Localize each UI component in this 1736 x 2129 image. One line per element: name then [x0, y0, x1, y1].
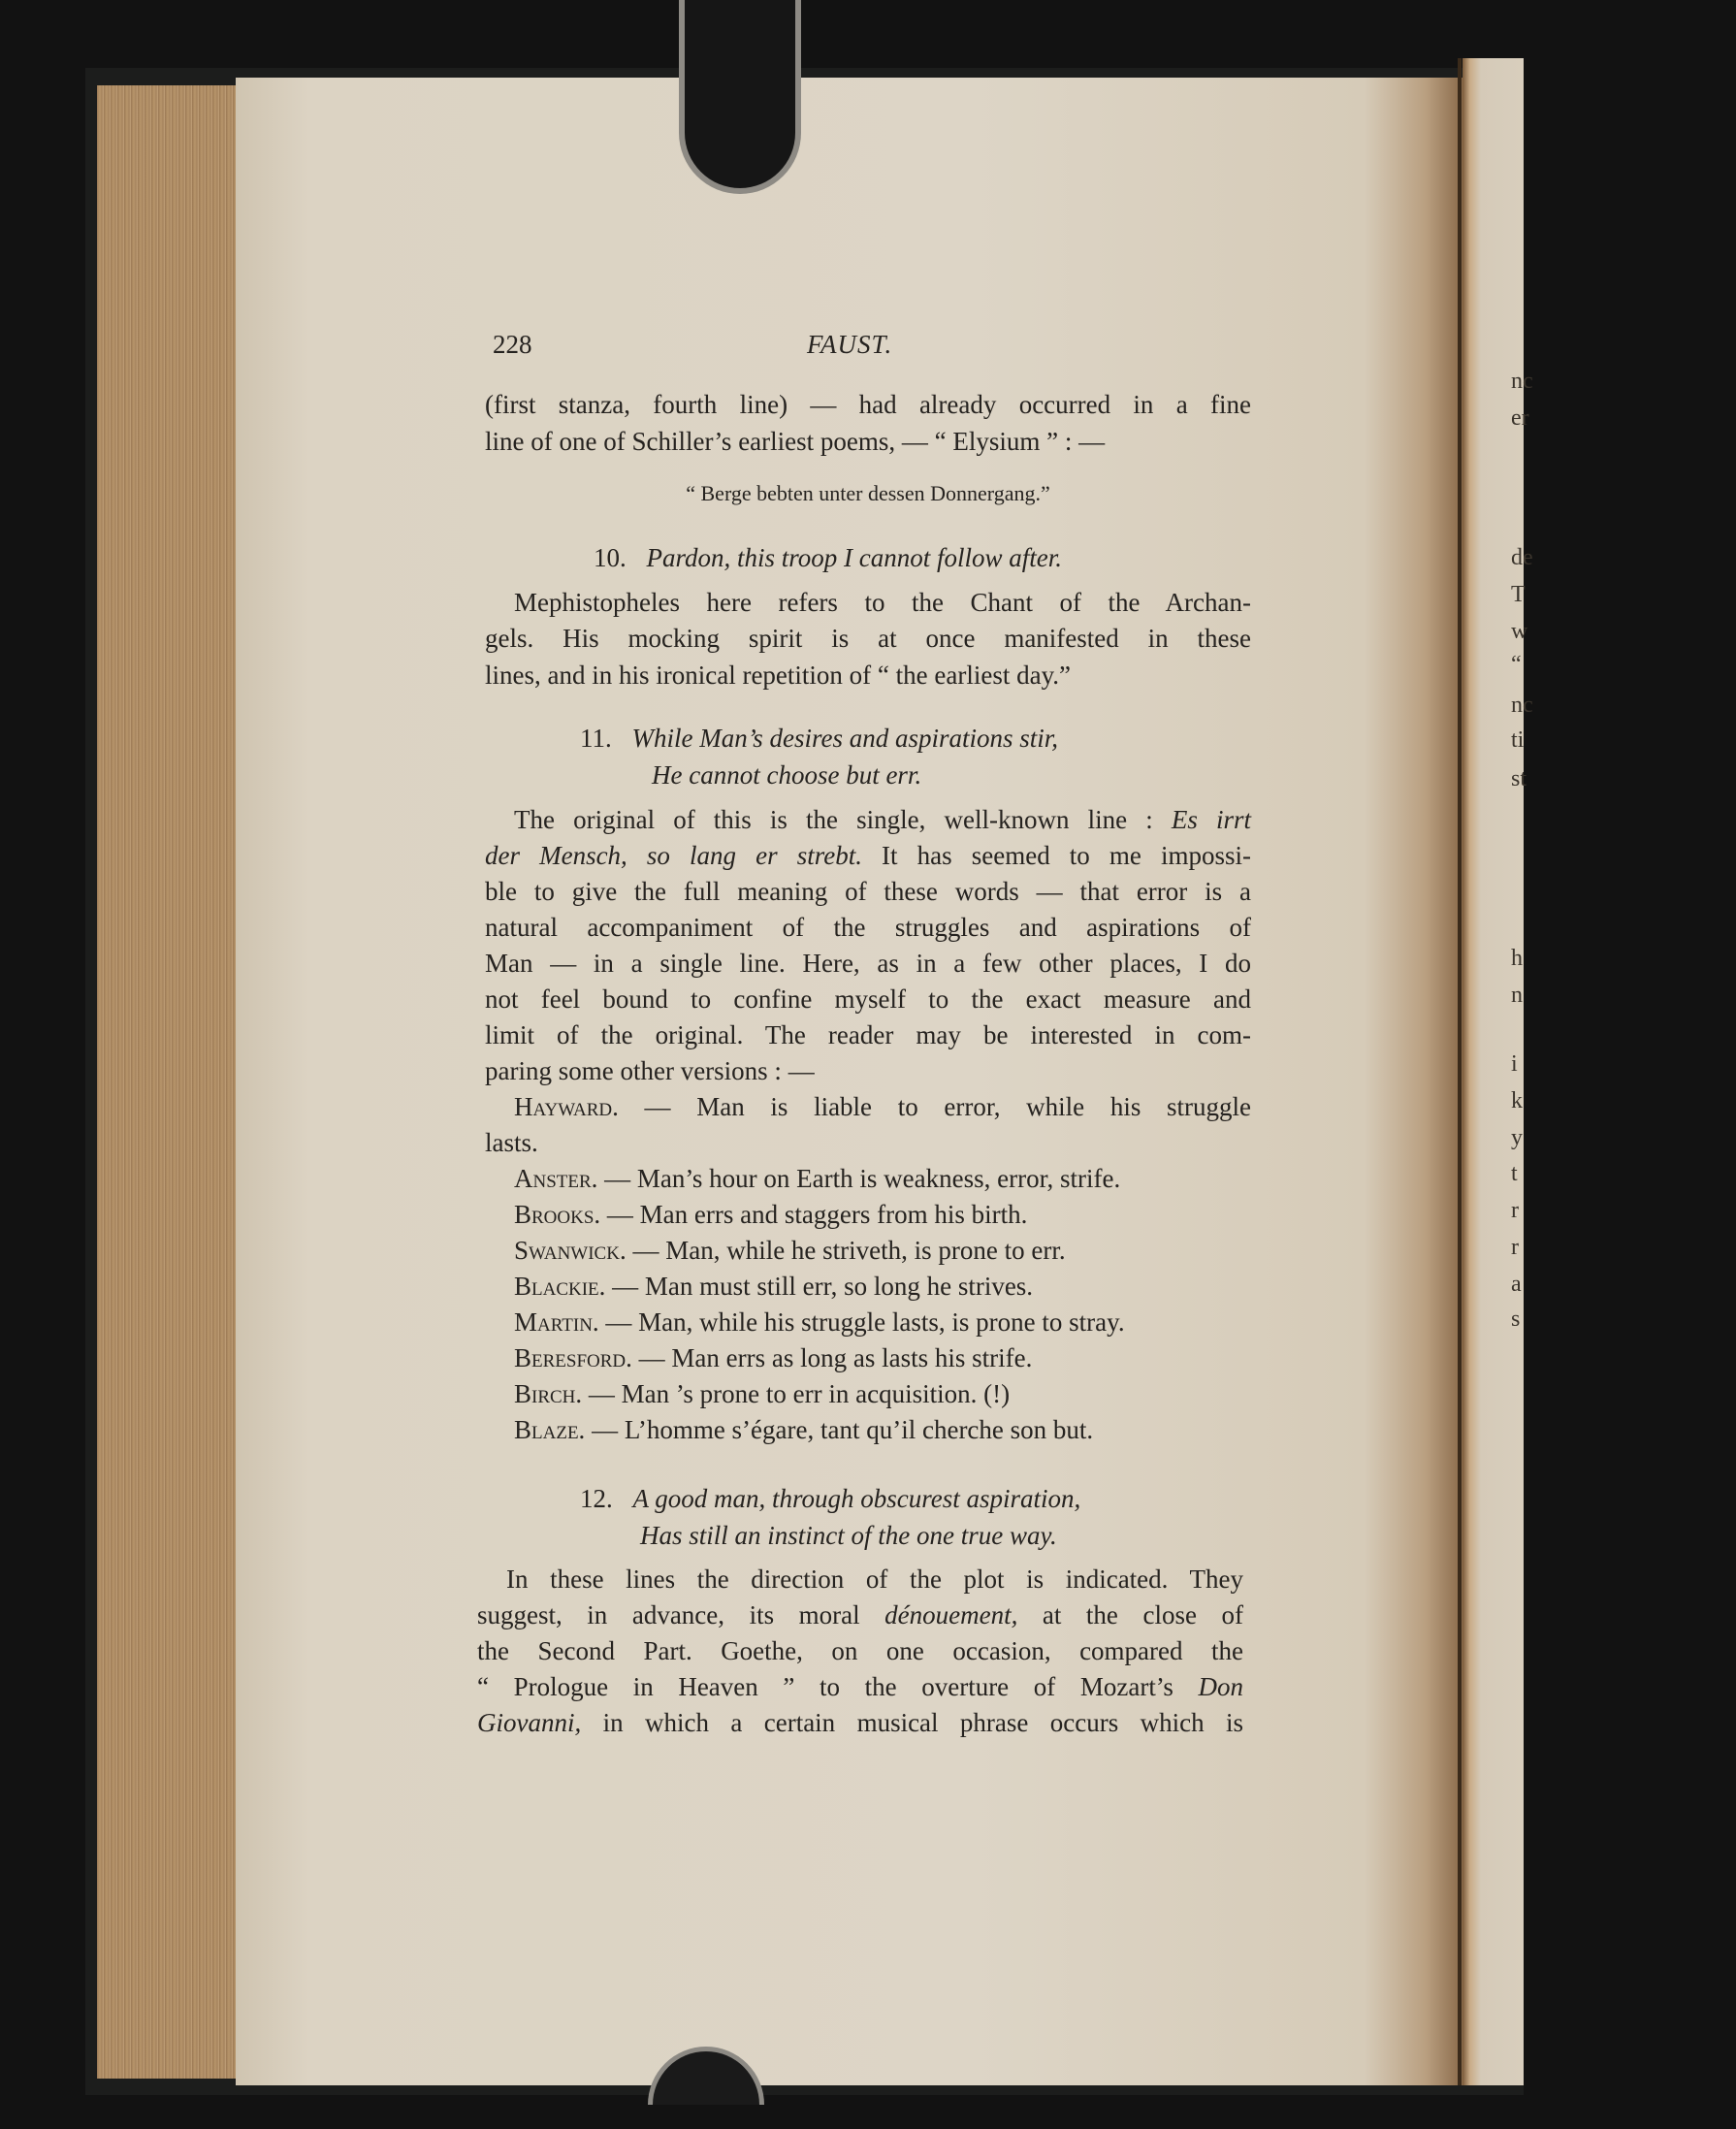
text-span: It has seemed to me impossi- — [861, 841, 1251, 870]
version-birch — [514, 1379, 1280, 1409]
translator-name: Birch. — [514, 1379, 583, 1408]
translator-name: Swanwick. — [514, 1236, 627, 1265]
version-continuation: lasts. — [485, 1128, 538, 1157]
version-text: — L’homme s’égare, tant qu’il cherche son but. — [585, 1415, 1094, 1444]
text-span: “ Prologue in Heaven ” to the overture of Mozart’s — [477, 1672, 1199, 1701]
running-title: FAUST. — [807, 330, 893, 359]
fragment: h — [1511, 946, 1523, 971]
text-line: In these lines the direction of the plot is indicated. They — [506, 1564, 1243, 1594]
fragment: a — [1511, 1272, 1522, 1297]
version-hayward — [514, 1092, 1251, 1122]
note-verse: While Man’s desires and aspirations stir, — [631, 724, 1059, 753]
note-12 — [580, 1484, 1346, 1514]
version-text: — Man errs and staggers from his birth. — [600, 1200, 1028, 1229]
text-line: limit of the original. The reader may be interested in com- — [485, 1020, 1251, 1049]
text-line: lines, and in his ironical repetition of “ the earliest day.” — [485, 661, 1072, 690]
italic-span: Don — [1198, 1672, 1243, 1701]
text-line: natural accompaniment of the struggles and aspirations of — [485, 913, 1251, 942]
version-anster — [514, 1164, 1280, 1194]
text-line — [477, 1600, 1243, 1630]
translator-name: Hayward. — [514, 1092, 619, 1121]
note-verse: Has still an instinct of the one true way. — [640, 1521, 1057, 1550]
text-line: gels. His mocking spirit is at once manifested in these — [485, 624, 1251, 653]
fragment: de — [1511, 545, 1533, 570]
text-span: suggest, in advance, its moral — [477, 1600, 885, 1629]
translator-name: Brooks. — [514, 1200, 601, 1229]
translator-name: Blaze. — [514, 1415, 586, 1444]
version-beresford — [514, 1343, 1280, 1373]
page-clip-top — [679, 0, 801, 194]
text-line: the Second Part. Goethe, on one occasion, compared the — [477, 1636, 1243, 1665]
fragment: r — [1511, 1198, 1519, 1223]
version-text: — Man, while he striveth, is prone to err. — [626, 1236, 1066, 1265]
text-span: in which a certain musical phrase occurs which is — [581, 1708, 1243, 1737]
text-span: The original of this is the single, well-known line : — [514, 805, 1172, 834]
fragment: nc — [1511, 693, 1533, 718]
translator-name: Beresford. — [514, 1343, 632, 1372]
version-text: — Man’s hour on Earth is weakness, error, strife. — [597, 1164, 1121, 1193]
note-number: 12. — [580, 1484, 613, 1513]
italic-span: dénouement, — [884, 1600, 1018, 1629]
page-number: 228 — [493, 330, 532, 359]
text-line — [485, 841, 1251, 871]
version-text: — Man ’s prone to err in acquisition. (!) — [582, 1379, 1011, 1408]
fragment: s — [1511, 1306, 1521, 1332]
fragment: “ — [1511, 652, 1522, 677]
fragment: r — [1511, 1235, 1519, 1260]
note-number: 10. — [594, 543, 627, 572]
fragment: k — [1511, 1088, 1523, 1113]
version-blaze — [514, 1415, 1280, 1445]
fragment: T — [1511, 582, 1526, 607]
note-verse: He cannot choose but err. — [652, 760, 922, 790]
note-number: 11. — [580, 724, 612, 753]
text-line: line of one of Schiller’s earliest poems, — “ Elysium ” : — — [485, 427, 1106, 456]
version-swanwick — [514, 1236, 1280, 1266]
translator-name: Blackie. — [514, 1272, 606, 1301]
translator-name: Martin. — [514, 1307, 599, 1337]
text-line: (first stanza, fourth line) — had already occurred in a fine — [485, 390, 1251, 419]
fragment: i — [1511, 1051, 1518, 1077]
note-verse: A good man, through obscurest aspiration, — [632, 1484, 1081, 1513]
italic-span: der Mensch, so lang er strebt. — [485, 841, 862, 870]
text-line: paring some other versions : — — [485, 1056, 815, 1085]
version-text: — Man is liable to error, while his struggle — [618, 1092, 1251, 1121]
version-brooks — [514, 1200, 1280, 1230]
page-edges — [97, 85, 238, 2079]
version-text: — Man errs as long as lasts his strife. — [631, 1343, 1033, 1372]
version-blackie — [514, 1272, 1280, 1302]
version-text: — Man must still err, so long he strives. — [605, 1272, 1034, 1301]
version-text: — Man, while his struggle lasts, is prone to stray. — [598, 1307, 1125, 1337]
italic-span: Es irrt — [1171, 805, 1251, 834]
version-martin — [514, 1307, 1280, 1338]
fragment: nc — [1511, 369, 1533, 394]
text-line: Mephistopheles here refers to the Chant of the Archan- — [514, 588, 1251, 617]
fragment: w — [1511, 619, 1528, 644]
text-span: at the close of — [1017, 1600, 1243, 1629]
fragment: er — [1511, 405, 1529, 431]
text-line: Man — in a single line. Here, as in a few other places, I do — [485, 949, 1251, 978]
note-11 — [580, 724, 1346, 754]
translator-name: Anster. — [514, 1164, 598, 1193]
italic-span: Giovanni, — [477, 1708, 582, 1737]
text-line: ble to give the full meaning of these words — that error is a — [485, 877, 1251, 906]
note-verse: Pardon, this troop I cannot follow after. — [646, 543, 1063, 572]
fragment: n — [1511, 983, 1523, 1008]
block-quote: “ Berge bebten unter dessen Donnergang.” — [686, 481, 1050, 505]
text-line — [514, 805, 1251, 835]
fragment: st — [1511, 766, 1527, 791]
fragment: y — [1511, 1125, 1523, 1150]
note-10 — [594, 543, 1360, 573]
text-line: not feel bound to confine myself to the exact measure and — [485, 984, 1251, 1014]
fragment: ti — [1511, 727, 1525, 753]
text-line — [477, 1672, 1243, 1702]
text-line — [477, 1708, 1243, 1738]
gutter — [1458, 58, 1462, 2085]
fragment: t — [1511, 1161, 1518, 1186]
